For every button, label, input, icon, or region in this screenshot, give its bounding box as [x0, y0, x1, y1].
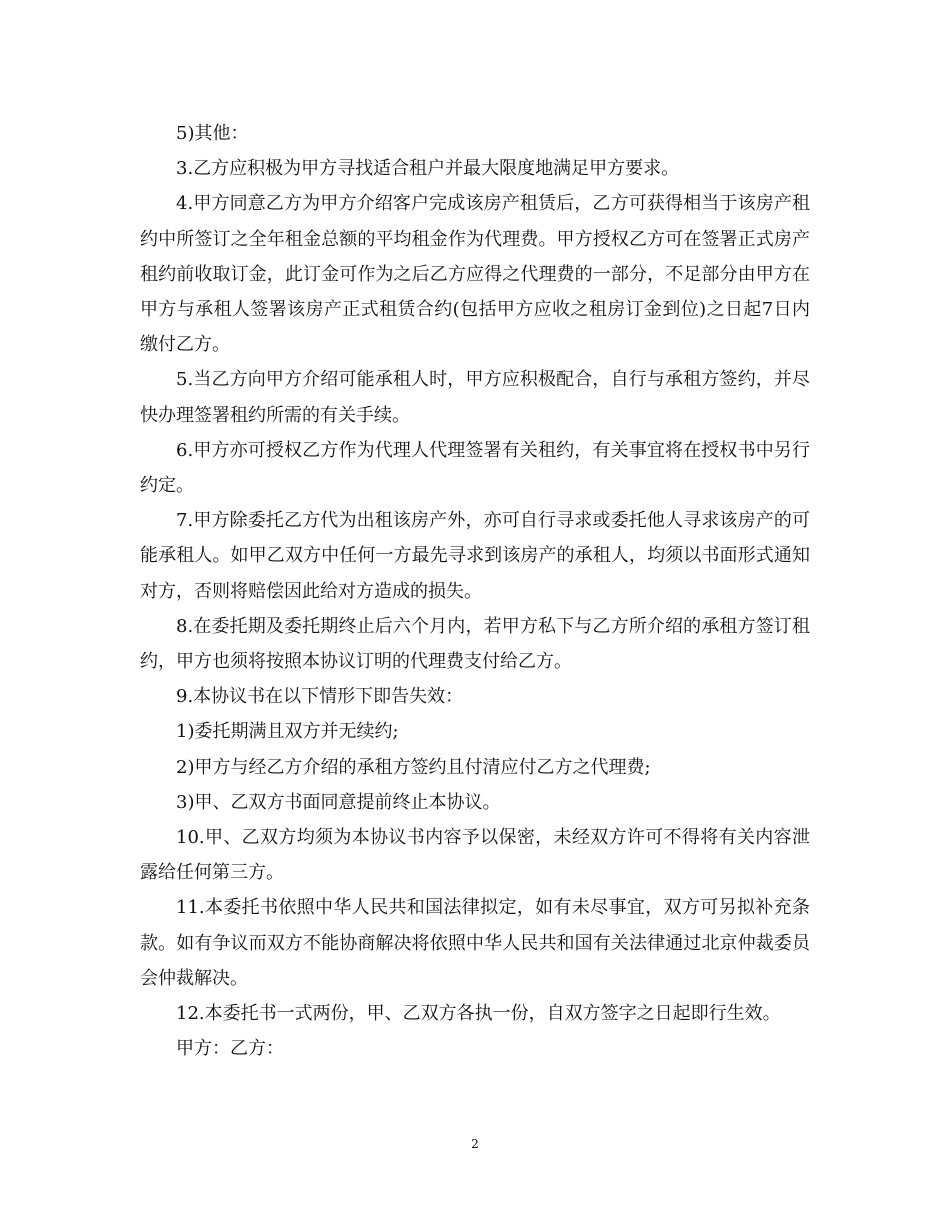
paragraph-other-item: 5)其他：	[176, 123, 249, 144]
paragraph-clause-3: 3.乙方应积极为甲方寻找适合租户并最大限度地满足甲方要求。	[176, 158, 680, 180]
paragraph-clause-4: 4.甲方同意乙方为甲方介绍客户完成该房产租赁后，乙方可获得相当于该房产租约中所签订之全年租金总额的平均租金作为代理费。甲方授权乙方可在签署正式房产租约前收取订金，此订金可作为之后乙方应得之代理费的一部分，不足部分由甲方在甲方与承租人签署该房产正式租赁合约(包括甲方应收之租房订金到位)之日起7日内缴付乙方。	[140, 193, 810, 356]
paragraph-clause-9-item-3: 3)甲、乙双方书面同意提前终止本协议。	[176, 791, 501, 813]
document-body	[140, 116, 810, 1066]
paragraph-clause-12: 12.本委托书一式两份，甲、乙双方各执一份，自双方签字之日起即行生效。	[176, 1003, 781, 1025]
paragraph-clause-11: 11.本委托书依照中华人民共和国法律拟定，如有未尽事宜，双方可另拟补充条款。如有争议而双方不能协商解决将依照中华人民共和国有关法律通过北京仲裁委员会仲裁解决。	[140, 897, 810, 989]
paragraph-clause-8: 8.在委托期及委托期终止后六个月内，若甲方私下与乙方所介绍的承租方签订租约，甲方也须将按照本协议订明的代理费支付给乙方。	[140, 615, 810, 673]
paragraph-clause-5: 5.当乙方向甲方介绍可能承租人时，甲方应积极配合，自行与承租方签约，并尽快办理签署租约所需的有关手续。	[140, 369, 810, 426]
signature-line: 甲方：乙方：	[176, 1038, 284, 1060]
paragraph-clause-7: 7.甲方除委托乙方代为出租该房产外，亦可自行寻求或委托他人寻求该房产的可能承租人。如甲乙双方中任何一方最先寻求到该房产的承租人，均须以书面形式通知对方，否则将赔偿因此给对方造成的损失。	[140, 510, 810, 602]
page-number: 2	[471, 1137, 479, 1151]
paragraph-clause-9-item-2: 2)甲方与经乙方介绍的承租方签约且付清应付乙方之代理费;	[176, 756, 651, 778]
paragraph-clause-9-item-1: 1)委托期满且双方并无续约;	[176, 721, 399, 743]
paragraph-clause-10: 10.甲、乙双方均须为本协议书内容予以保密，未经双方许可不得将有关内容泄露给任何第三方。	[140, 827, 810, 884]
paragraph-clause-9: 9.本协议书在以下情形下即告失效：	[176, 686, 464, 708]
paragraph-clause-6: 6.甲方亦可授权乙方作为代理人代理签署有关租约，有关事宜将在授权书中另行约定。	[140, 439, 810, 497]
